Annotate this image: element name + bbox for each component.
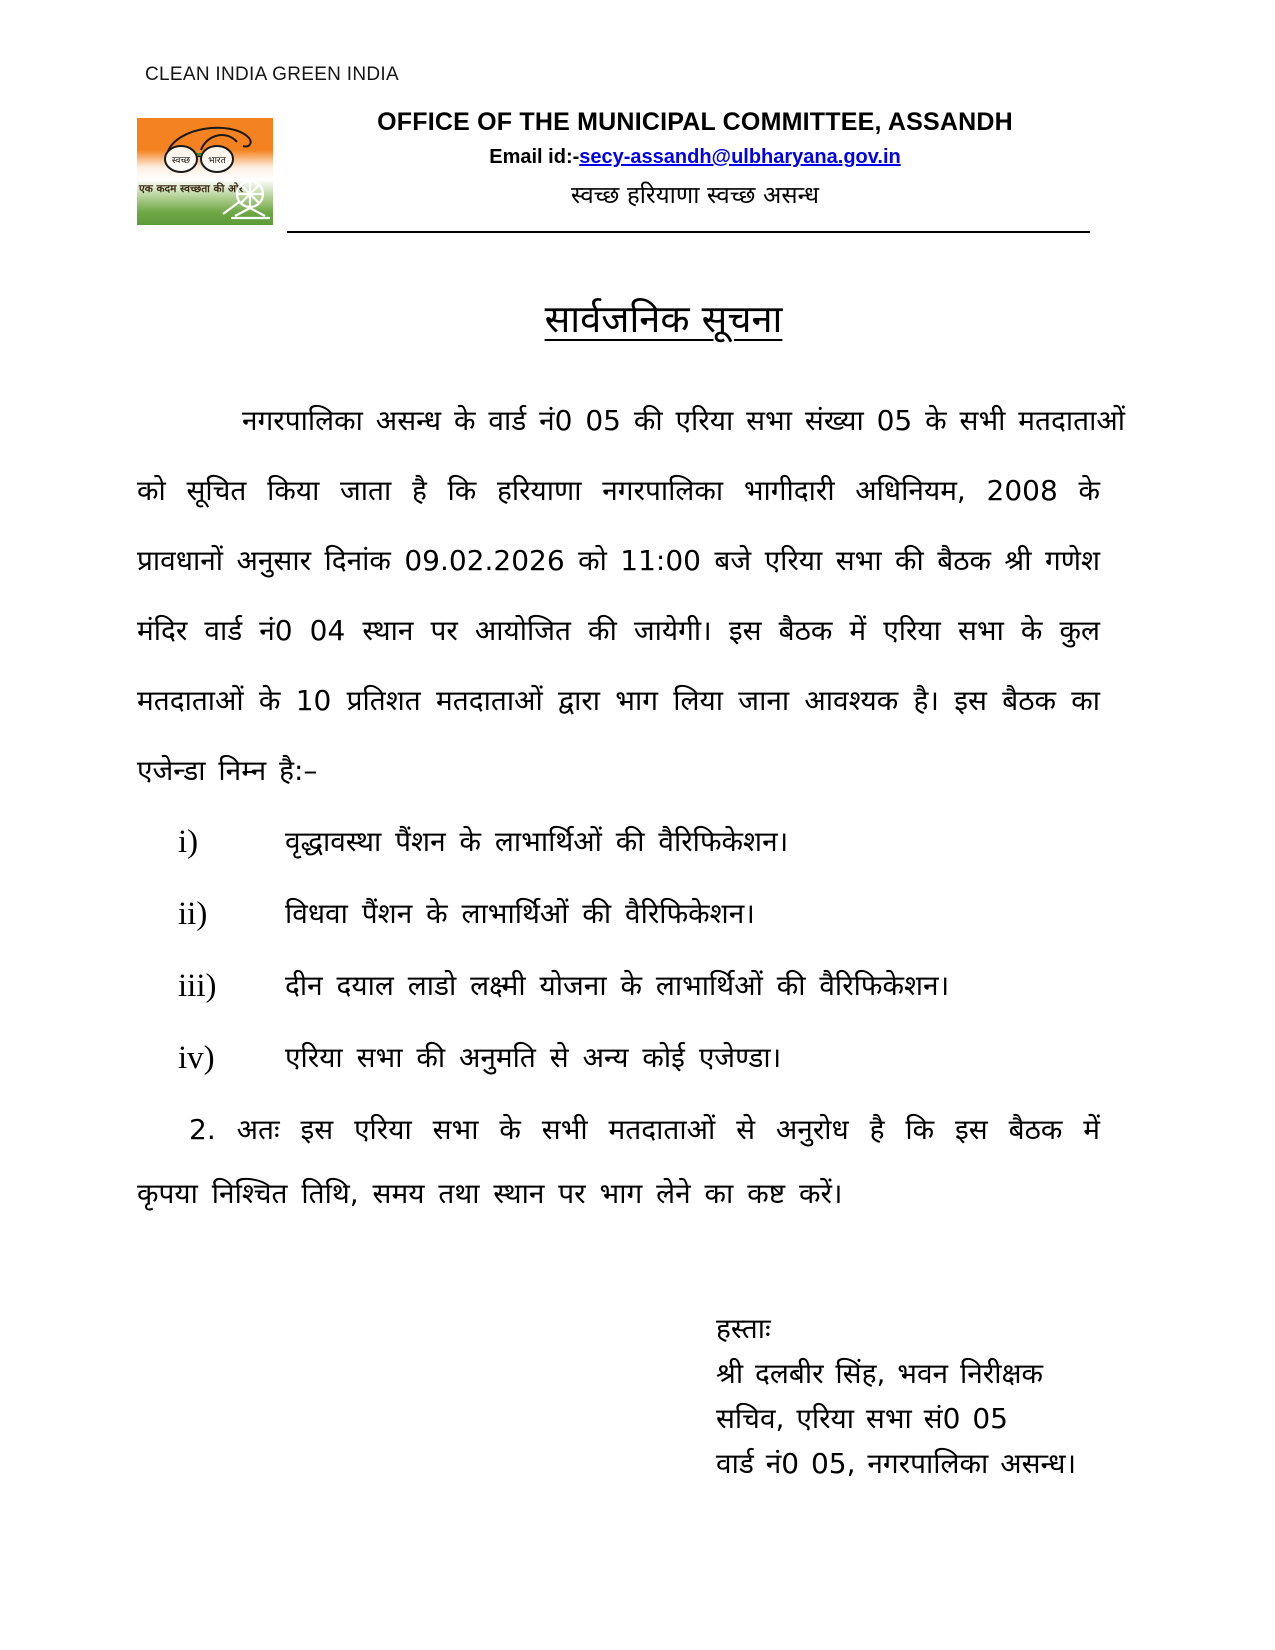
agenda-item xyxy=(137,806,1100,878)
agenda-text: विधवा पैंशन के लाभार्थिओं की वैरिफिकेशन। xyxy=(285,897,755,930)
agenda-text: दीन दयाल लाडो लक्ष्मी योजना के लाभार्थिओं की वैरिफिकेशन। xyxy=(285,969,950,1002)
agenda-item xyxy=(137,950,1100,1022)
agenda-list xyxy=(137,806,1100,1094)
signature-block xyxy=(716,1306,1076,1486)
agenda-marker: i) xyxy=(178,824,199,860)
body-line: मंदिर वार्ड नं0 04 स्थान पर आयोजित की जायेगी। इस बैठक में एरिया सभा के कुल xyxy=(137,614,1100,647)
notice-body-paragraph-2 xyxy=(137,1098,1100,1226)
signature-line: हस्ताः xyxy=(716,1312,771,1345)
agenda-marker: iii) xyxy=(178,968,217,1004)
agenda-marker: ii) xyxy=(178,896,208,932)
email-link[interactable]: secy-assandh@ulbharyana.gov.in xyxy=(579,146,901,168)
letterhead xyxy=(290,108,1100,211)
email-label: Email id:- xyxy=(489,146,580,168)
swachh-bharat-logo xyxy=(137,118,273,225)
body-line: प्रावधानों अनुसार दिनांक 09.02.2026 को 11:00 बजे एरिया सभा की बैठक श्री गणेश xyxy=(137,544,1100,577)
body-line: मतदाताओं के 10 प्रतिशत मतदाताओं द्वारा भाग लिया जाना आवश्यक है। इस बैठक का xyxy=(137,684,1100,717)
body-line: 2. अतः इस एरिया सभा के सभी मतदाताओं से अनुरोध है कि इस बैठक में xyxy=(189,1113,1100,1146)
agenda-marker: iv) xyxy=(178,1040,215,1076)
agenda-text: वृद्धावस्था पैंशन के लाभार्थिओं की वैरिफिकेशन। xyxy=(285,825,789,858)
agenda-text: एरिया सभा की अनुमति से अन्य कोई एजेण्डा। xyxy=(285,1041,782,1074)
signature-line: वार्ड नं0 05, नगरपालिका असन्ध। xyxy=(716,1447,1077,1480)
body-line: को सूचित किया जाता है कि हरियाणा नगरपालिका भागीदारी अधिनियम, 2008 के xyxy=(137,474,1100,507)
logo-caption: एक कदम स्वच्छता की ओर xyxy=(138,183,244,195)
agenda-item xyxy=(137,878,1100,950)
body-line: नगरपालिका असन्ध के वार्ड नं0 05 की एरिया सभा संख्या 05 के सभी मतदाताओं xyxy=(242,404,1125,437)
bridge-flag-mark xyxy=(197,153,201,156)
hindi-subtitle: स्वच्छ हरियाणा स्वच्छ असन्ध xyxy=(570,181,819,209)
page-title: सार्वजनिक सूचना xyxy=(544,297,783,341)
email-line xyxy=(290,146,1100,169)
lens-right-text: भारत xyxy=(208,156,226,166)
clean-india-tagline: CLEAN INDIA GREEN INDIA xyxy=(145,64,399,85)
notice-body-paragraph-1 xyxy=(137,386,1125,806)
body-line: एजेन्डा निम्न है:– xyxy=(137,754,318,787)
body-line: कृपया निश्चित तिथि, समय तथा स्थान पर भाग लेने का कष्ट करें। xyxy=(137,1177,843,1210)
signature-line: श्री दलबीर सिंह, भवन निरीक्षक xyxy=(716,1357,1044,1390)
agenda-item xyxy=(137,1022,1100,1094)
lens-left-text: स्वच्छ xyxy=(171,156,191,166)
office-title: OFFICE OF THE MUNICIPAL COMMITTEE, ASSANDH xyxy=(377,108,1013,136)
notice-title-wrap xyxy=(137,292,1100,344)
header-divider xyxy=(287,231,1090,233)
swachh-bharat-logo-art xyxy=(137,118,273,225)
signature-line: सचिव, एरिया सभा सं0 05 xyxy=(716,1402,1008,1435)
